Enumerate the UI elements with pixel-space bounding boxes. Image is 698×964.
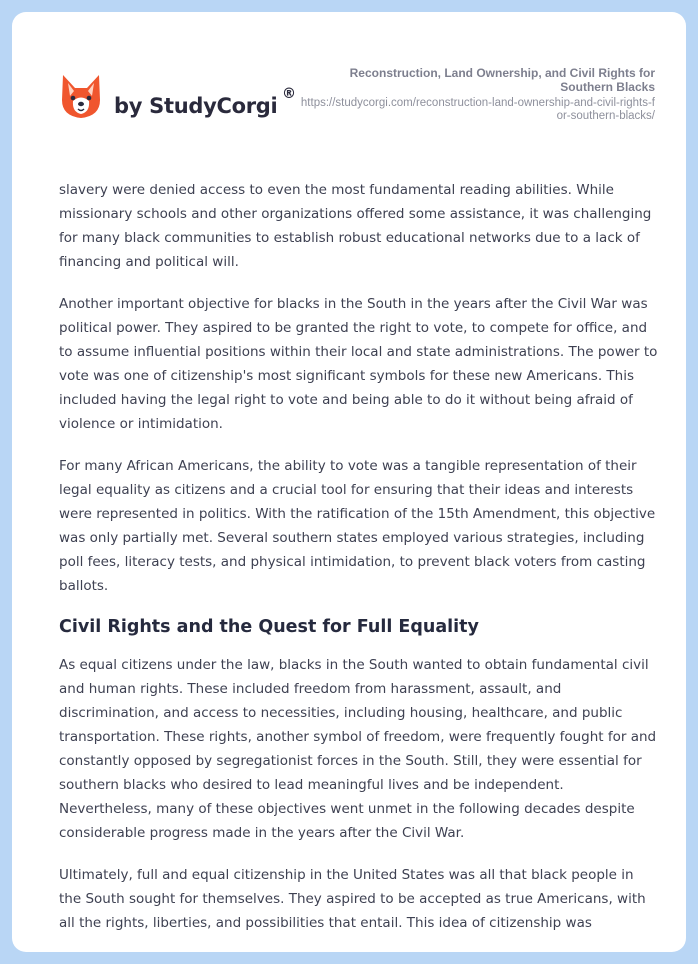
paragraph: For many African Americans, the ability to vote was a tangible representation of their legal equality as citizens and a crucial tool for ensuring that their ideas and interests were represented in politics. With the ratification of the 15th Amendment, this objective was only partially met. Several southern states employed various strategies, including poll fees, literacy tests, and physical intimidation, to prevent black voters from casting ballots. <box>59 458 656 594</box>
paragraph: slavery were denied access to even the most fundamental reading abilities. While missionary schools and other organizations offered some assistance, it was challenging for many black communities to establish robust educational networks due to a lack of financing and political will. <box>59 182 652 270</box>
document-body <box>59 178 659 952</box>
document-title: Reconstruction, Land Ownership, and Civil Rights for Southern Blacks <box>349 66 655 94</box>
section-heading: Civil Rights and the Quest for Full Equality <box>59 617 479 637</box>
document-url-link[interactable]: https://studycorgi.com/reconstruction-land-ownership-and-civil-rights-for-southern-blacks/ <box>300 97 655 122</box>
document-page <box>12 12 686 952</box>
brand-name: by StudyCorgi <box>114 94 278 118</box>
corgi-icon <box>60 74 102 120</box>
registered-mark: ® <box>282 86 296 102</box>
paragraph: As equal citizens under the law, blacks in the South wanted to obtain fundamental civil and human rights. These included freedom from harassment, assault, and discrimination, and access to necessities, including housing, healthcare, and public transportation. These rights, another symbol of freedom, were frequently fought for and constantly opposed by segregationist forces in the South. Still, they were essential for southern blacks who desired to lead meaningful lives and be independent. Nevertheless, many of these objectives went unmet in the following decades despite considerable progress made in the years after the Civil War. <box>59 657 657 841</box>
page-header <box>12 12 686 162</box>
paragraph: Ultimately, full and equal citizenship in the United States was all that black people in the South sought for themselves. They aspired to be accepted as true Americans, with all the rights, liberties, and possibilities that entail. This idea of citizenship was <box>59 867 646 931</box>
paragraph: Another important objective for blacks in the South in the years after the Civil War was political power. They aspired to be granted the right to vote, to compete for office, and to assume influential positions within their local and state administrations. The power to vote was one of citizenship's most significant symbols for these new Americans. This included having the legal right to vote and being able to do it without being afraid of violence or intimidation. <box>59 296 658 432</box>
document-meta <box>295 66 655 123</box>
